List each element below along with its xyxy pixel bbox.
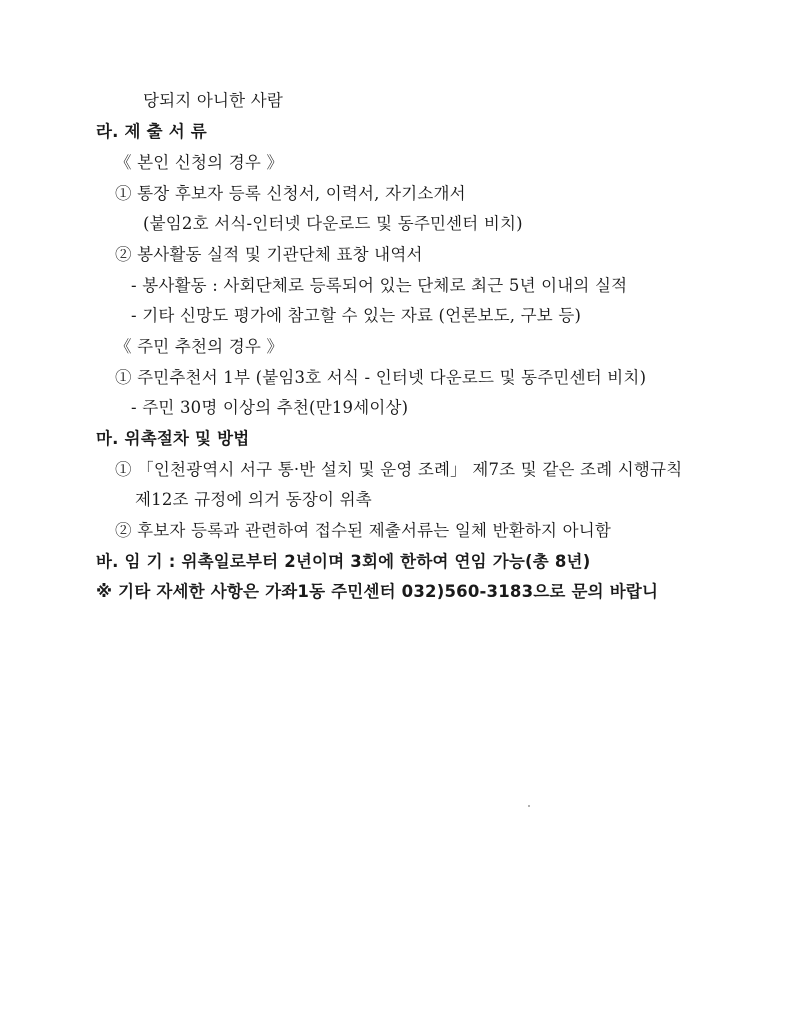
contact-note: ※ 기타 자세한 사항은 가좌1동 주민센터 032)560-3183으로 문의 바랍니 (96, 582, 659, 601)
list-item: ① 주민추천서 1부 (붙임3호 서식 - 인터넷 다운로드 및 동주민센터 비치) (115, 368, 647, 387)
text-line: (붙임2호 서식-인터넷 다운로드 및 동주민센터 비치) (143, 214, 523, 233)
section-heading-submission-documents: 라. 제 출 서 류 (96, 122, 207, 141)
section-heading-term: 바. 임 기 : 위촉일로부터 2년이며 3회에 한하여 연임 가능(총 8년) (96, 552, 591, 571)
dash-item: - 주민 30명 이상의 추천(만19세이상) (131, 398, 409, 417)
list-item: ② 후보자 등록과 관련하여 접수된 제출서류는 일체 반환하지 아니함 (115, 521, 612, 540)
subheading-self-application: 《 본인 신청의 경우 》 (115, 153, 284, 172)
text-line: 당되지 아니한 사람 (143, 91, 284, 110)
text-line: 제12조 규정에 의거 동장이 위촉 (135, 490, 372, 509)
subheading-resident-recommendation: 《 주민 추천의 경우 》 (115, 337, 284, 356)
list-item: ② 봉사활동 실적 및 기관단체 표창 내역서 (115, 245, 423, 264)
list-item: ① 「인천광역시 서구 통·반 설치 및 운영 조례」 제7조 및 같은 조례 시행규칙 (115, 460, 683, 479)
list-item: ① 통장 후보자 등록 신청서, 이력서, 자기소개서 (115, 184, 466, 203)
scan-speck (528, 805, 530, 807)
dash-item: - 기타 신망도 평가에 참고할 수 있는 자료 (언론보도, 구보 등) (131, 306, 582, 325)
section-heading-procedure: 마. 위촉절차 및 방법 (96, 429, 250, 448)
dash-item: - 봉사활동 : 사회단체로 등록되어 있는 단체로 최근 5년 이내의 실적 (131, 276, 628, 295)
